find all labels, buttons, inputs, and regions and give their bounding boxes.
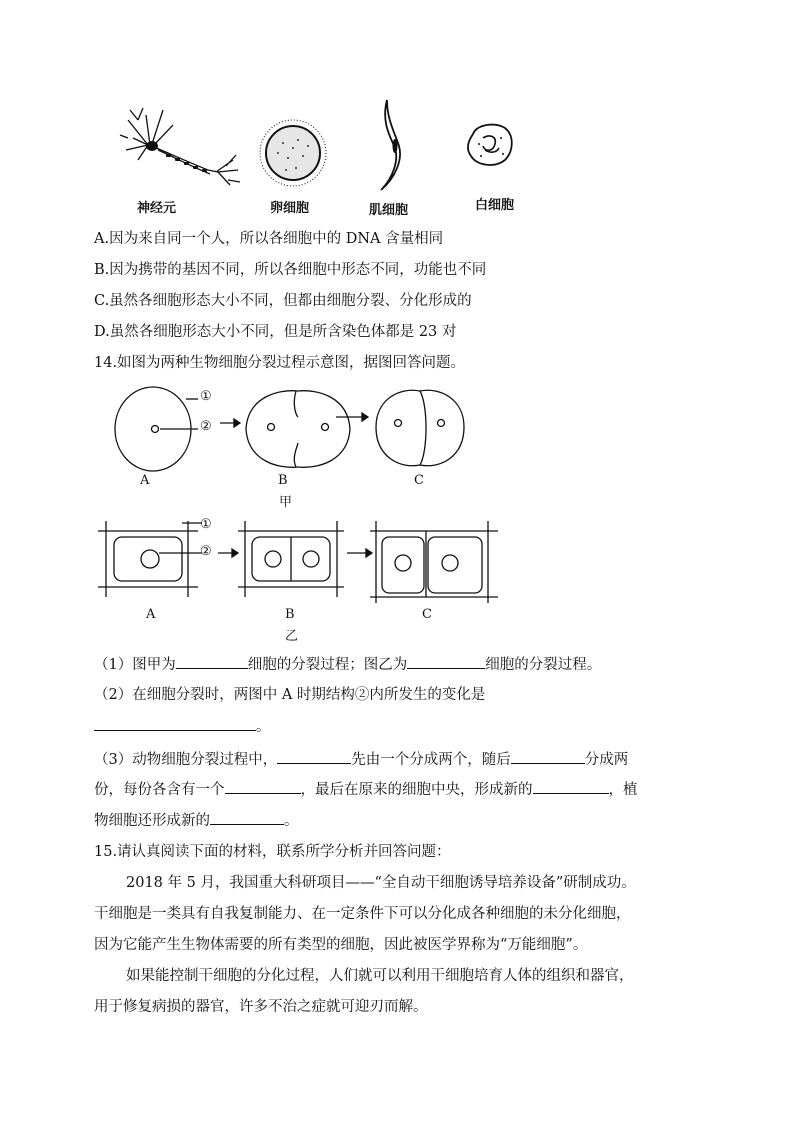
egg-cell-label: 卵细胞 xyxy=(270,201,310,216)
q14-part-3-text-b: 先由一个分成两个，随后 xyxy=(351,752,511,768)
figure-jia-caption: 甲 xyxy=(279,495,293,510)
figure-jia-marker-1: ① xyxy=(200,389,212,404)
figure-yi-stage-c: C xyxy=(422,607,432,622)
q15-stem: 15.请认真阅读下面的材料，联系所学分析并回答问题： xyxy=(94,844,451,860)
q14-part-1-text-a: （1）图甲为 xyxy=(94,657,176,673)
figure-jia-stage-b: B xyxy=(278,473,288,488)
figure-jia-marker-2: ② xyxy=(200,419,212,434)
q15-para-1-line-3: 因为它能产生生物体需要的所有类型的细胞，因此被医学界称为“万能细胞”。 xyxy=(94,937,588,953)
muscle-cell-label: 肌细胞 xyxy=(369,203,409,218)
q14-part-3-line-2 xyxy=(94,779,638,800)
q15-para-2-line-2: 用于修复病损的器官，许多不治之症就可迎刃而解。 xyxy=(94,999,428,1015)
q15-para-1-line-1: 2018 年 5 月，我国重大科研项目——“全自动干细胞诱导培养设备”研制成功。 xyxy=(126,875,636,891)
q14-part-3-line-1 xyxy=(94,749,628,770)
q15-para-2-line-1: 如果能控制干细胞的分化过程，人们就可以利用干细胞培育人体的组织和器官， xyxy=(126,968,634,984)
muscle-cell-figure xyxy=(375,98,405,193)
q14-part-3-line-3 xyxy=(94,810,299,831)
figure-yi-caption: 乙 xyxy=(285,629,299,644)
figure-yi-marker-1: ① xyxy=(200,517,212,532)
figure-yi-stage-a: A xyxy=(146,607,156,622)
q14-part-1 xyxy=(94,654,601,675)
figure-yi-marker-2: ② xyxy=(200,544,212,559)
q13-option-d: D.虽然各细胞形态大小不同，但是所含染色体都是 23 对 xyxy=(94,324,457,340)
q13-option-c: C.虽然各细胞形态大小不同，但都由细胞分裂、分化形成的 xyxy=(94,293,472,309)
egg-cell-figure xyxy=(258,118,328,188)
q14-part-1-text-c: 细胞的分裂过程。 xyxy=(485,657,602,673)
q14-blank-5[interactable] xyxy=(511,749,585,764)
q14-part-3-text-d: 份，每份各含有一个 xyxy=(94,782,225,798)
neuron-figure xyxy=(118,100,248,195)
q14-blank-3[interactable] xyxy=(94,716,256,731)
figure-jia xyxy=(108,385,478,475)
q14-blank-8[interactable] xyxy=(210,810,284,825)
q14-blank-6[interactable] xyxy=(225,779,301,794)
q14-part-3-text-g: 物细胞还形成新的 xyxy=(94,813,210,829)
q15-para-1-line-2: 干细胞是一类具有自我复制能力、在一定条件下可以分化成各种细胞的未分化细胞， xyxy=(94,906,631,922)
white-blood-cell-figure xyxy=(465,122,515,168)
q14-part-2-answer xyxy=(94,716,271,737)
q14-part-3-text-c: 分成两 xyxy=(584,752,629,768)
q14-part-3-text-a: （3）动物细胞分裂过程中， xyxy=(94,752,278,768)
figure-yi-stage-b: B xyxy=(285,607,295,622)
q14-part-3-end: 。 xyxy=(284,813,299,829)
q14-part-3-text-f: ，植 xyxy=(608,782,638,798)
q14-part-2: （2）在细胞分裂时，两图中 A 时期结构②内所发生的变化是 xyxy=(94,687,486,703)
q14-blank-4[interactable] xyxy=(277,749,351,764)
q14-blank-2[interactable] xyxy=(407,654,485,669)
q14-part-3-text-e: ，最后在原来的细胞中央，形成新的 xyxy=(300,782,533,798)
figure-yi xyxy=(98,515,498,605)
q14-part-1-text-b: 细胞的分裂过程；图乙为 xyxy=(247,657,408,673)
q14-blank-7[interactable] xyxy=(533,779,609,794)
white-blood-cell-label: 白细胞 xyxy=(475,198,515,213)
q13-option-a: A.因为来自同一个人，所以各细胞中的 DNA 含量相同 xyxy=(94,231,444,247)
q14-stem: 14.如图为两种生物细胞分裂过程示意图，据图回答问题。 xyxy=(94,355,466,371)
figure-jia-stage-c: C xyxy=(414,473,424,488)
figure-jia-stage-a: A xyxy=(140,473,150,488)
neuron-label: 神经元 xyxy=(137,201,177,216)
q14-blank-1[interactable] xyxy=(176,654,248,669)
q14-part-2-end: 。 xyxy=(256,719,271,735)
q13-option-b: B.因为携带的基因不同，所以各细胞中形态不同，功能也不同 xyxy=(94,262,487,278)
